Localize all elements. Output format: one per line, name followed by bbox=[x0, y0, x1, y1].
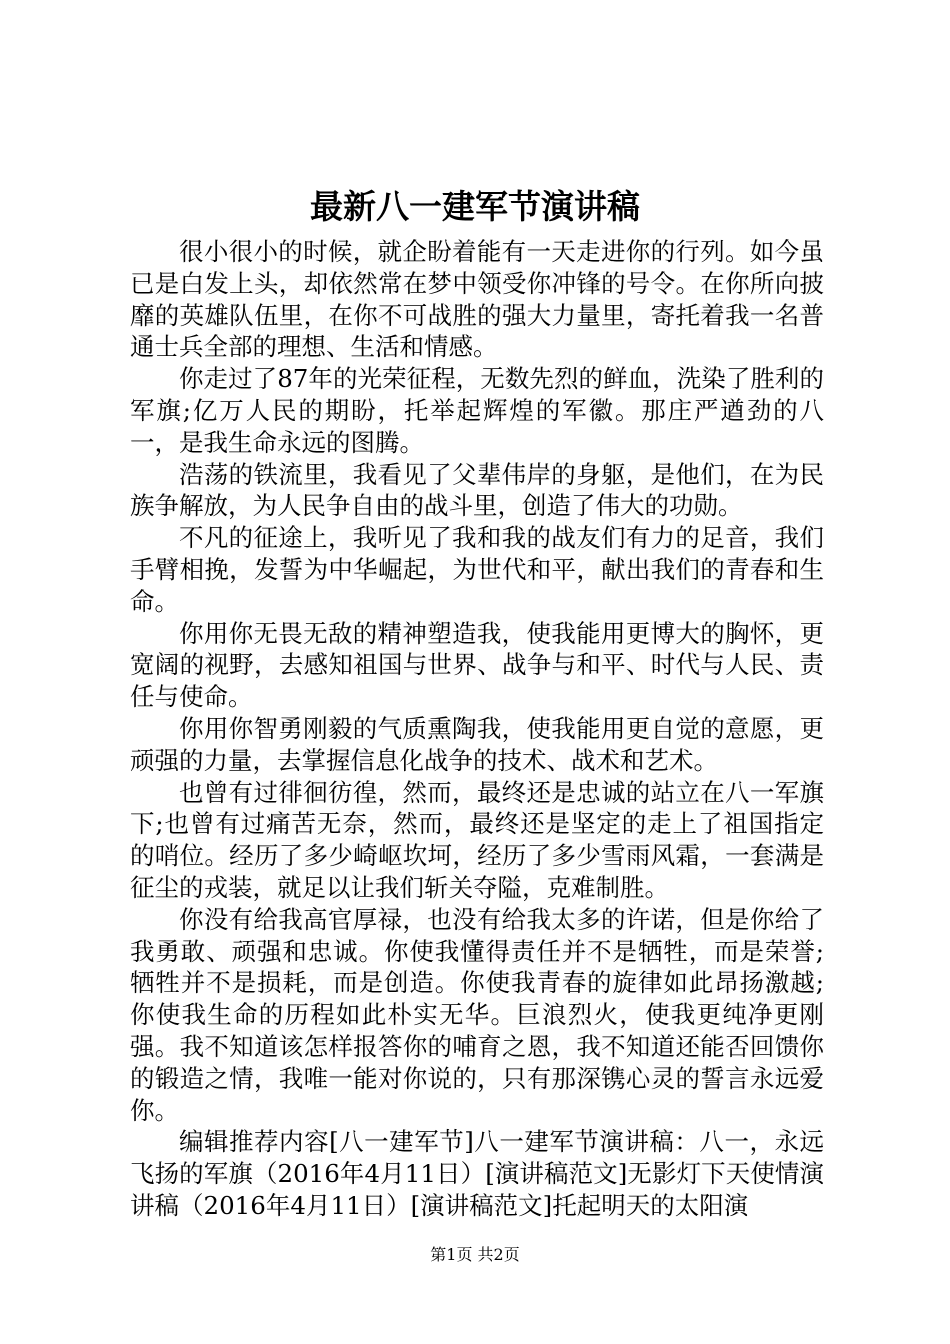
paragraph-4: 不凡的征途上，我听见了我和我的战友们有力的足音，我们手臂相挽，发誓为中华崛起，为世代和平，献出我们的青春和生命。 bbox=[130, 523, 824, 616]
document-body bbox=[130, 236, 824, 1222]
paragraph-9-recommended: 编辑推荐内容[八一建军节]八一建军节演讲稿：八一，永远飞扬的军旗（2016年4月11日）[演讲稿范文]无影灯下天使情演讲稿（2016年4月11日）[演讲稿范文]托起明天的太阳演 bbox=[130, 1127, 824, 1220]
paragraph-3: 浩荡的铁流里，我看见了父辈伟岸的身躯，是他们，在为民族争解放，为人民争自由的战斗里，创造了伟大的功勋。 bbox=[130, 459, 824, 521]
paragraph-8: 你没有给我高官厚禄，也没有给我太多的许诺，但是你给了我勇敢、顽强和忠诚。你使我懂得责任并不是牺牲，而是荣誉;牺牲并不是损耗，而是创造。你使我青春的旋律如此昂扬激越;你使我生命的历程如此朴实无华。巨浪烈火，使我更纯净更刚强。我不知道该怎样报答你的哺育之恩，我不知道还能否回馈你的锻造之情，我唯一能对你说的，只有那深镌心灵的誓言永远爱你。 bbox=[130, 904, 824, 1125]
page-footer-indicator: 第1页 共2页 bbox=[430, 1245, 520, 1264]
paragraph-7: 也曾有过徘徊彷徨，然而，最终还是忠诚的站立在八一军旗下;也曾有过痛苦无奈，然而，最终还是坚定的走上了祖国指定的哨位。经历了多少崎岖坎坷，经历了多少雪雨风霜，一套满是征尘的戎装，就足以让我们斩关夺隘，克难制胜。 bbox=[130, 777, 824, 902]
paragraph-1: 很小很小的时候，就企盼着能有一天走进你的行列。如今虽已是白发上头，却依然常在梦中领受你冲锋的号令。在你所向披靡的英雄队伍里，在你不可战胜的强大力量里，寄托着我一名普通士兵全部的理想、生活和情感。 bbox=[130, 237, 824, 362]
paragraph-5: 你用你无畏无敌的精神塑造我，使我能用更博大的胸怀，更宽阔的视野，去感知祖国与世界、战争与和平、时代与人民、责任与使命。 bbox=[130, 618, 824, 712]
paragraph-6: 你用你智勇刚毅的气质熏陶我，使我能用更自觉的意愿，更顽强的力量，去掌握信息化战争的技术、战术和艺术。 bbox=[130, 713, 824, 775]
paragraph-2: 你走过了87年的光荣征程，无数先烈的鲜血，洗染了胜利的军旗;亿万人民的期盼，托举起辉煌的军徽。那庄严遒劲的八一，是我生命永远的图腾。 bbox=[130, 364, 824, 457]
page-title: 最新八一建军节演讲稿 bbox=[310, 187, 640, 226]
